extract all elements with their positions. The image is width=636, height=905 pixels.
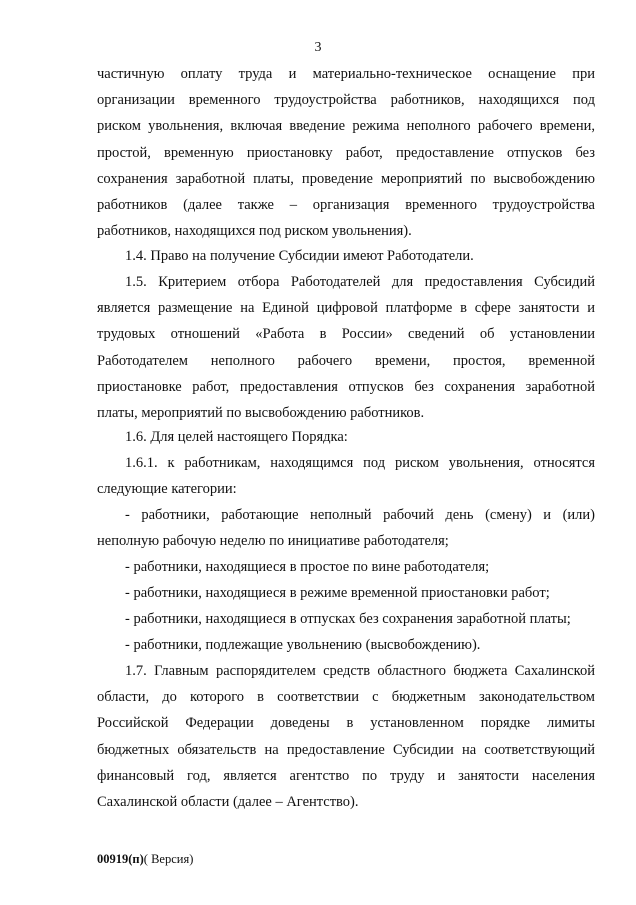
text-line: платы, мероприятий по высвобождению работников. (97, 405, 425, 422)
text-line: - работники, находящиеся в отпусках без сохранения заработной платы; (125, 611, 571, 627)
text-line: простой, временную приостановку работ, предоставление отпусков без (97, 144, 595, 161)
text-line: 1.4. Право на получение Субсидии имеют Работодатели. (125, 248, 474, 264)
text-line: приостановке работ, предоставления отпусков без сохранения заработной (97, 378, 595, 395)
paragraph-1-5 (97, 269, 595, 426)
text-line: финансовый год, является агентство по труду и занятости населения (97, 767, 595, 784)
text-line: работников (далее также – организация временного трудоустройства (97, 197, 595, 214)
paragraph-1-6-1 (97, 450, 595, 502)
text-line: Российской Федерации доведены в установленном порядке лимиты (97, 715, 595, 732)
text-line: организации временного трудоустройства работников, находящихся под (97, 92, 595, 109)
text-line: - работники, работающие неполный рабочий день (смену) и (или) (125, 507, 595, 523)
text-line: - работники, находящиеся в режиме временной приостановки работ; (125, 585, 550, 601)
text-line: - работники, подлежащие увольнению (высвобождению). (125, 637, 481, 653)
text-line: сохранения заработной платы, проведение мероприятий по высвобождению (97, 170, 595, 187)
text-line: следующие категории: (97, 481, 237, 498)
paragraph-1-4-continuation (97, 61, 595, 244)
text-line: частичную оплату труда и материально-техническое оснащение при (97, 66, 595, 82)
text-line: 1.6. Для целей настоящего Порядка: (125, 429, 348, 445)
paragraph-1-7 (97, 658, 595, 815)
text-line: 1.5. Критерием отбора Работодателей для предоставления Субсидий (125, 274, 595, 290)
text-line: трудовых отношений «Работа в России» сведений об установлении (97, 326, 595, 343)
document-footer (97, 852, 193, 867)
text-line: 1.6.1. к работникам, находящимся под риском увольнения, относятся (125, 455, 595, 471)
text-line: - работники, находящиеся в простое по вине работодателя; (125, 559, 490, 575)
text-line: Сахалинской области (далее – Агентство). (97, 794, 359, 811)
paragraph-1-4 (97, 243, 595, 269)
version-note: ( Версия) (143, 852, 194, 866)
list-item-unpaid-leave (97, 606, 595, 632)
text-line: Работодателем неполного рабочего времени, простоя, временной (97, 352, 595, 369)
text-line: 1.7. Главным распорядителем средств областного бюджета Сахалинской (125, 663, 595, 679)
paragraph-1-6 (97, 424, 595, 450)
document-code: 00919(п) (97, 852, 144, 866)
list-item-suspension (97, 580, 595, 606)
text-line: работников, находящихся под риском увольнения). (97, 223, 412, 240)
text-line: бюджетных обязательств на предоставление Субсидии на соответствующий (97, 741, 595, 758)
text-line: является размещение на Единой цифровой платформе в сфере занятости и (97, 300, 595, 317)
text-line: области, до которого в соответствии с бюджетным законодательством (97, 689, 595, 706)
list-item-part-time (97, 502, 595, 554)
text-line: риском увольнения, включая введение режима неполного рабочего времени, (97, 118, 595, 135)
list-item-downtime (97, 554, 595, 580)
text-line: неполную рабочую неделю по инициативе работодателя; (97, 533, 449, 550)
page-number: 3 (314, 40, 322, 55)
list-item-dismissal (97, 632, 595, 658)
